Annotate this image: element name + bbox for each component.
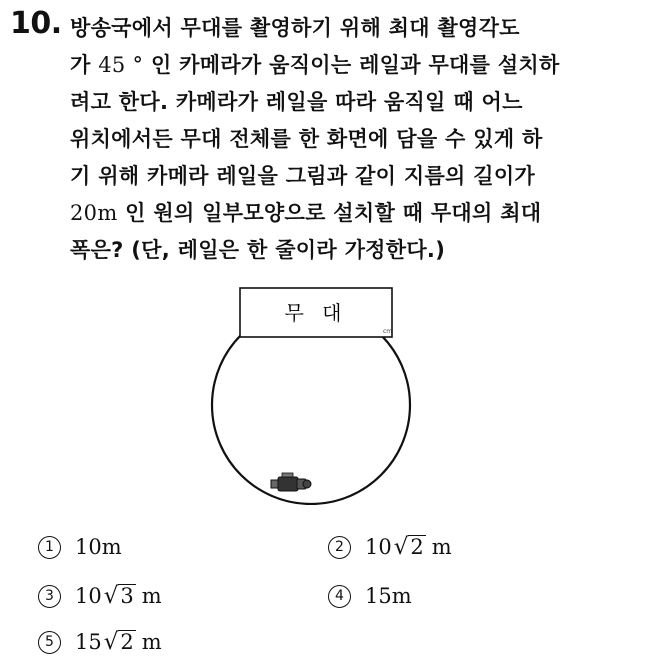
option-2-coef: 10 — [365, 535, 392, 560]
option-4[interactable] — [328, 584, 412, 608]
question-line-3: 려고 한다. 카메라가 레일을 따라 움직일 때 어느 — [70, 90, 523, 114]
option-2-unit: m — [431, 535, 452, 560]
angle-suffix: 인 — [150, 53, 172, 77]
camera-rail-arc — [212, 335, 410, 504]
option-5[interactable] — [38, 630, 162, 654]
stage-corner-mark: cm — [383, 328, 393, 335]
line2-rest: 카메라가 움직이는 레일과 무대를 설치하 — [179, 53, 560, 77]
option-5-coef: 15 — [75, 630, 102, 655]
option-3-coef: 10 — [75, 584, 102, 609]
line6-rest: 인 원의 일부모양으로 설치할 때 무대의 최대 — [125, 201, 542, 225]
option-4-coef: 15 — [365, 584, 392, 608]
option-mark-1: 1 — [38, 536, 61, 559]
option-1-coef: 10 — [75, 535, 102, 559]
option-3-unit: m — [141, 584, 162, 609]
option-4-unit: m — [391, 584, 412, 608]
option-mark-2: 2 — [328, 536, 351, 559]
stage-label: 무 대 — [284, 301, 348, 325]
line2-prefix: 가 — [70, 53, 91, 77]
option-5-radicand: 2 — [120, 630, 134, 654]
option-2[interactable] — [328, 535, 452, 559]
option-5-unit: m — [141, 630, 162, 655]
camera-angle: 45 ° — [98, 53, 144, 77]
option-2-radicand: 2 — [410, 535, 424, 559]
question-number: 10. — [10, 6, 62, 41]
question-line-5: 기 위해 카메라 레일을 그림과 같이 지름의 길이가 — [70, 164, 535, 188]
option-1[interactable] — [38, 535, 122, 559]
option-3-radicand: 3 — [120, 584, 134, 608]
rail-stage-figure — [205, 285, 435, 505]
sqrt-symbol: √ 3 — [103, 583, 134, 610]
camera-icon — [271, 473, 311, 491]
option-3[interactable] — [38, 584, 162, 608]
question-line-2 — [70, 49, 560, 79]
question-line-1: 방송국에서 무대를 촬영하기 위해 최대 촬영각도 — [70, 16, 520, 40]
sqrt-symbol: √ 2 — [393, 534, 424, 561]
sqrt-symbol: √ 2 — [103, 629, 134, 656]
option-mark-3: 3 — [38, 585, 61, 608]
option-mark-5: 5 — [38, 631, 61, 654]
question-line-6 — [70, 197, 541, 227]
question-line-4: 위치에서든 무대 전체를 한 화면에 담을 수 있게 하 — [70, 127, 543, 151]
question-line-7: 폭은? (단, 레일은 한 줄이라 가정한다.) — [70, 238, 446, 262]
option-mark-4: 4 — [328, 585, 351, 608]
diameter-length: 20m — [70, 201, 118, 225]
option-1-unit: m — [101, 535, 122, 559]
